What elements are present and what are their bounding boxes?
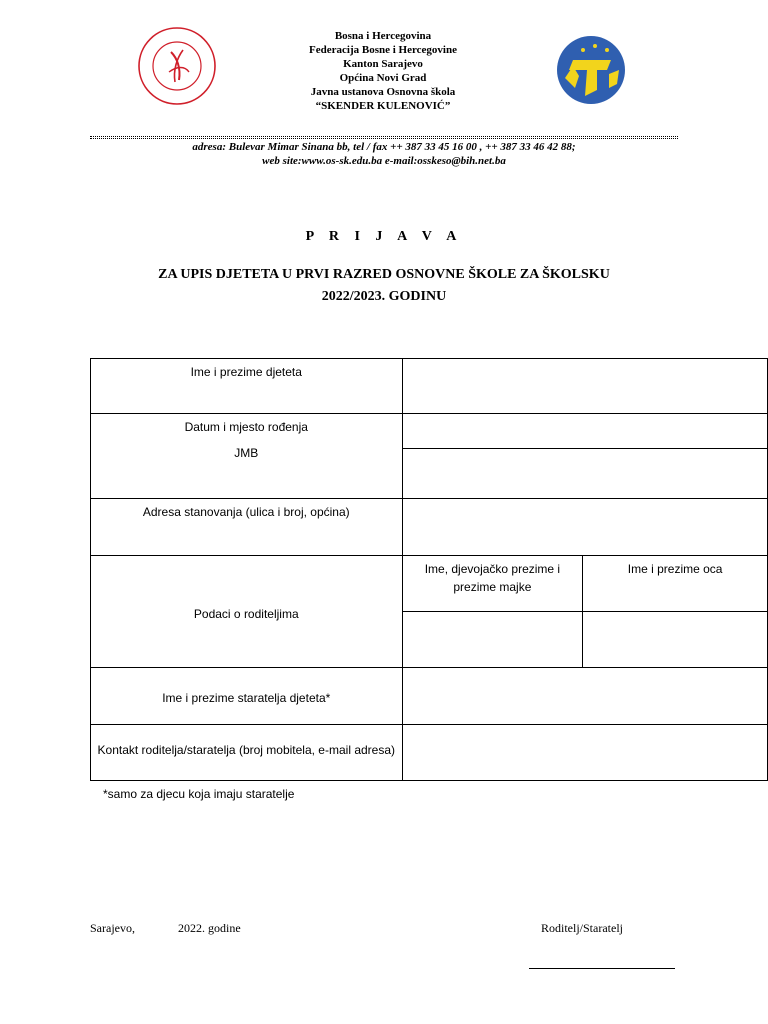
- label-birth-jmb: [91, 414, 403, 499]
- input-mother[interactable]: [402, 612, 583, 668]
- address-line: adresa: Bulevar Mimar Sinana bb, tel / fax ++ 387 33 45 16 00 , ++ 387 33 46 42 88;: [192, 141, 576, 153]
- guardian-footnote: *samo za djecu koja imaju staratelje: [103, 787, 295, 801]
- header-divider: [90, 136, 678, 139]
- school-seal-icon: [137, 26, 217, 106]
- header-canton: Kanton Sarajevo: [343, 58, 423, 70]
- label-address: Adresa stanovanja (ulica i broj, općina): [91, 499, 403, 556]
- web-email-line: web site:www.os-sk.edu.ba e-mail:osskeso@bih.net.ba: [262, 155, 506, 167]
- label-jmb: JMB: [234, 446, 259, 460]
- contact-info: [90, 140, 678, 168]
- form-subtitle-line2: 2022/2023. GODINU: [321, 289, 447, 304]
- input-guardian[interactable]: [402, 668, 767, 725]
- header-federation: Federacija Bosne i Hercegovine: [309, 44, 457, 56]
- emblem-icon: [553, 30, 631, 110]
- label-mother: Ime, djevojačko prezime i prezime majke: [402, 556, 583, 612]
- header-institution: Javna ustanova Osnovna škola: [310, 86, 456, 98]
- school-header: [230, 29, 536, 113]
- input-father[interactable]: [583, 612, 768, 668]
- label-contact: Kontakt roditelja/staratelja (broj mobitela, e-mail adresa): [91, 725, 403, 781]
- date-label: 2022. godine: [178, 921, 241, 935]
- signature-label: Roditelj/Staratelj: [541, 921, 623, 935]
- form-subtitle: [90, 264, 678, 308]
- header-municipality: Općina Novi Grad: [339, 72, 427, 84]
- application-form-table: [90, 358, 768, 781]
- header-country: Bosna i Hercegovina: [334, 30, 432, 42]
- emblem-logo: [553, 30, 631, 110]
- header-school-name: “SKENDER KULENOVIĆ”: [315, 100, 451, 112]
- label-birth: Datum i mjesto rođenja: [184, 420, 308, 434]
- label-guardian: Ime i prezime staratelja djeteta*: [91, 668, 403, 725]
- input-contact[interactable]: [402, 725, 767, 781]
- form-title: P R I J A V A: [305, 229, 463, 244]
- input-address[interactable]: [402, 499, 767, 556]
- label-father: Ime i prezime oca: [583, 556, 768, 612]
- label-child-name: Ime i prezime djeteta: [91, 359, 403, 414]
- input-jmb[interactable]: [402, 449, 767, 499]
- place-label: Sarajevo,: [90, 921, 135, 935]
- label-parents: Podaci o roditeljima: [91, 556, 403, 668]
- school-logo: [137, 26, 217, 106]
- signature-line[interactable]: [529, 968, 675, 969]
- input-birth[interactable]: [402, 414, 767, 449]
- form-subtitle-line1: ZA UPIS DJETETA U PRVI RAZRED OSNOVNE ŠKOLE ZA ŠKOLSKU: [158, 267, 610, 282]
- input-child-name[interactable]: [402, 359, 767, 414]
